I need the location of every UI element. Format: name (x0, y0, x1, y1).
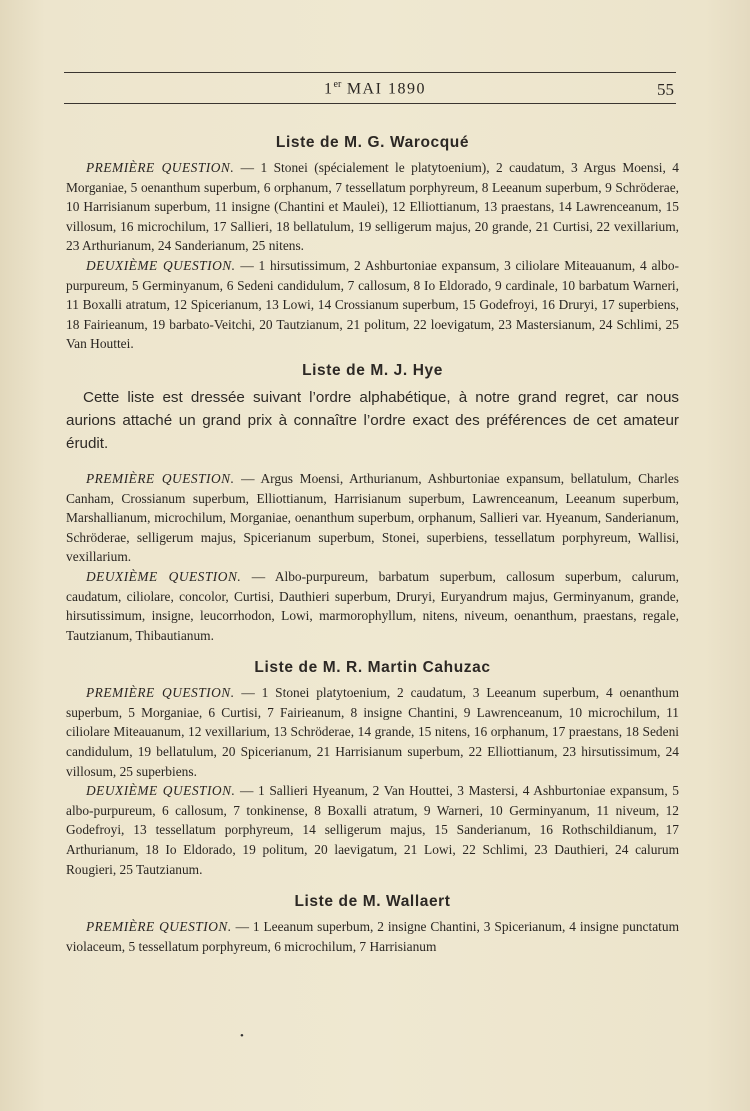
question-label: PREMIÈRE QUESTION. (86, 160, 235, 175)
intro-paragraph: Cette liste est dressée suivant l’ordre alphabétique, à notre grand regret, car nous aurions attaché un grand prix à connaître l’ordre exact des préférences de cet amateur érudit. (66, 388, 679, 452)
question-label: DEUXIÈME QUESTION. (86, 783, 236, 799)
section-title: Liste de M. G. Warocqué (275, 134, 470, 151)
question-paragraph (66, 158, 679, 256)
header-rule-bottom (64, 103, 676, 104)
question-paragraph (66, 469, 679, 567)
question-label: DEUXIÈME QUESTION. (86, 568, 242, 584)
section-title: Liste de M. R. Martin Cahuzac (254, 659, 491, 677)
page-body (66, 128, 679, 956)
page-mark: • (240, 1030, 244, 1042)
list-warocque (66, 128, 679, 354)
page-number: 55 (657, 80, 674, 99)
question-label: PREMIÈRE QUESTION. (86, 685, 235, 701)
date-month-year: MAI 1890 (341, 80, 426, 98)
question-label: DEUXIÈME QUESTION. (86, 257, 236, 273)
date-superscript: er (333, 79, 342, 90)
question-label: PREMIÈRE QUESTION. (86, 470, 235, 486)
question-paragraph (66, 567, 679, 645)
question-text: — 1 hirsutissimum, 2 Ashburtoniae expansum, 3 ciliolare Miteauanum, 4 albo-purpureum, 5 Germinyanum, 6 Sedeni candidulum, 7 callosum, 8 Io Eldorado, 9 cardinale, 10 barbatum Warneri, 11 Boxalli atratum, 12 Spicerianum, 13 Lowi, 14 Crossianum superbum, 15 Godefroyi, 16 Druryi, 17 superbiens, 18 Fairieanum, 19 barbato-Veitchi, 20 Tautzianum, 21 politum, 22 loevigatum, 23 Mastersianum, 24 Schlimi, 25 Van Houttei. (66, 257, 679, 352)
question-paragraph (66, 683, 679, 781)
running-head-date (0, 79, 750, 98)
question-text: — Argus Moensi, Arthurianum, Ashburtoniae expansum, bellatulum, Charles Canham, Crossianum superbum, Elliottianum, Harrisianum superbum, Lawrenceanum, Leeanum superbum, Marshallianum, microchilum, Morganiae, oenanthum superbum, orphanum, Sallieri var. Hyeanum, Sanderianum, Schröderae, selligerum majus, Spicerianum superbum, Stonei, superbiens, tessellatum porphyreum, Wallisi, vexillarium. (66, 470, 679, 565)
question-paragraph (66, 917, 679, 956)
section-title: Liste de M. Wallaert (294, 893, 451, 911)
section-title: Liste de M. J. Hye (302, 361, 443, 379)
list-hye (66, 356, 679, 645)
header-rule-top (64, 72, 676, 73)
question-text: — 1 Sallieri Hyeanum, 2 Van Houttei, 3 Mastersi, 4 Ashburtoniae expansum, 5 albo-purpureum, 6 callosum, 7 tonkinense, 8 Boxalli atratum, 9 Warneri, 10 Germinyanum, 11 niveum, 12 Godefroyi, 13 tessellatum porphyreum, 14 selligerum majus, 15 Sanderianum, 16 Rothschildianum, 17 Arthurianum, 18 Io Eldorado, 19 politum, 20 laevigatum, 21 Lowi, 22 Schlimi, 23 Dauthieri, 24 calurum Rougieri, 25 Tautzianum. (66, 783, 680, 877)
date-ordinal: 1 (324, 80, 334, 98)
question-text: — 1 Stonei platytoenium, 2 caudatum, 3 Leeanum superbum, 4 oenanthum superbum, 5 Morganiae, 6 Curtisi, 7 Fairieanum, 8 insigne Chantini, 9 Lawrenceanum, 10 microchilum, 11 ciliolare Miteauanum, 12 vexillarium, 13 Schröderae, 14 grande, 15 nitens, 16 orphanum, 17 praestans, 18 Sedeni candidulum, 19 bellatulum, 20 Spicerianum, 21 Harrisianum superbum, 22 Elliottianum, 23 hirsutissimum, 24 villosum, 25 superbiens. (66, 685, 679, 779)
question-label: PREMIÈRE QUESTION. (86, 919, 232, 935)
list-martin-cahuzac (66, 653, 679, 879)
question-text: — Albo-purpureum, barbatum superbum, callosum superbum, calurum, caudatum, ciliolare, concolor, Curtisi, Dauthieri superbum, Druryi, Euryandrum majus, Germinyanum, grande, hirsutissimum, insigne, leucorrhodon, Lowi, marmorophyllum, nitens, niveum, oenanthum, praestans, regale, Tautzianum, Thibautianum. (66, 568, 679, 643)
question-text: — 1 Leeanum superbum, 2 insigne Chantini, 3 Spicerianum, 4 insigne punctatum violaceum, 5 tessellatum porphyreum, 6 microchilum, 7 Harrisianum (66, 919, 679, 954)
list-wallaert (66, 887, 679, 956)
question-paragraph (66, 256, 679, 354)
question-paragraph (66, 781, 679, 879)
question-text: — 1 Stonei (spécialement le platytoenium), 2 caudatum, 3 Argus Moensi, 4 Morganiae, 5 oenanthum superbum, 6 orphanum, 7 tessellatum porphyreum, 8 Leeanum superbum, 9 Schröderae, 10 Harrisianum superbum, 11 insigne (Chantini et Maulei), 12 Elliottianum, 13 praestans, 14 Lawrenceanum, 15 villosum, 16 microchilum, 17 Sallieri, 18 bellatulum, 19 selligerum majus, 20 grande, 21 Curtisi, 22 vexillarium, 23 Arthurianum, 24 Sanderianum, 25 nitens. (66, 160, 679, 254)
